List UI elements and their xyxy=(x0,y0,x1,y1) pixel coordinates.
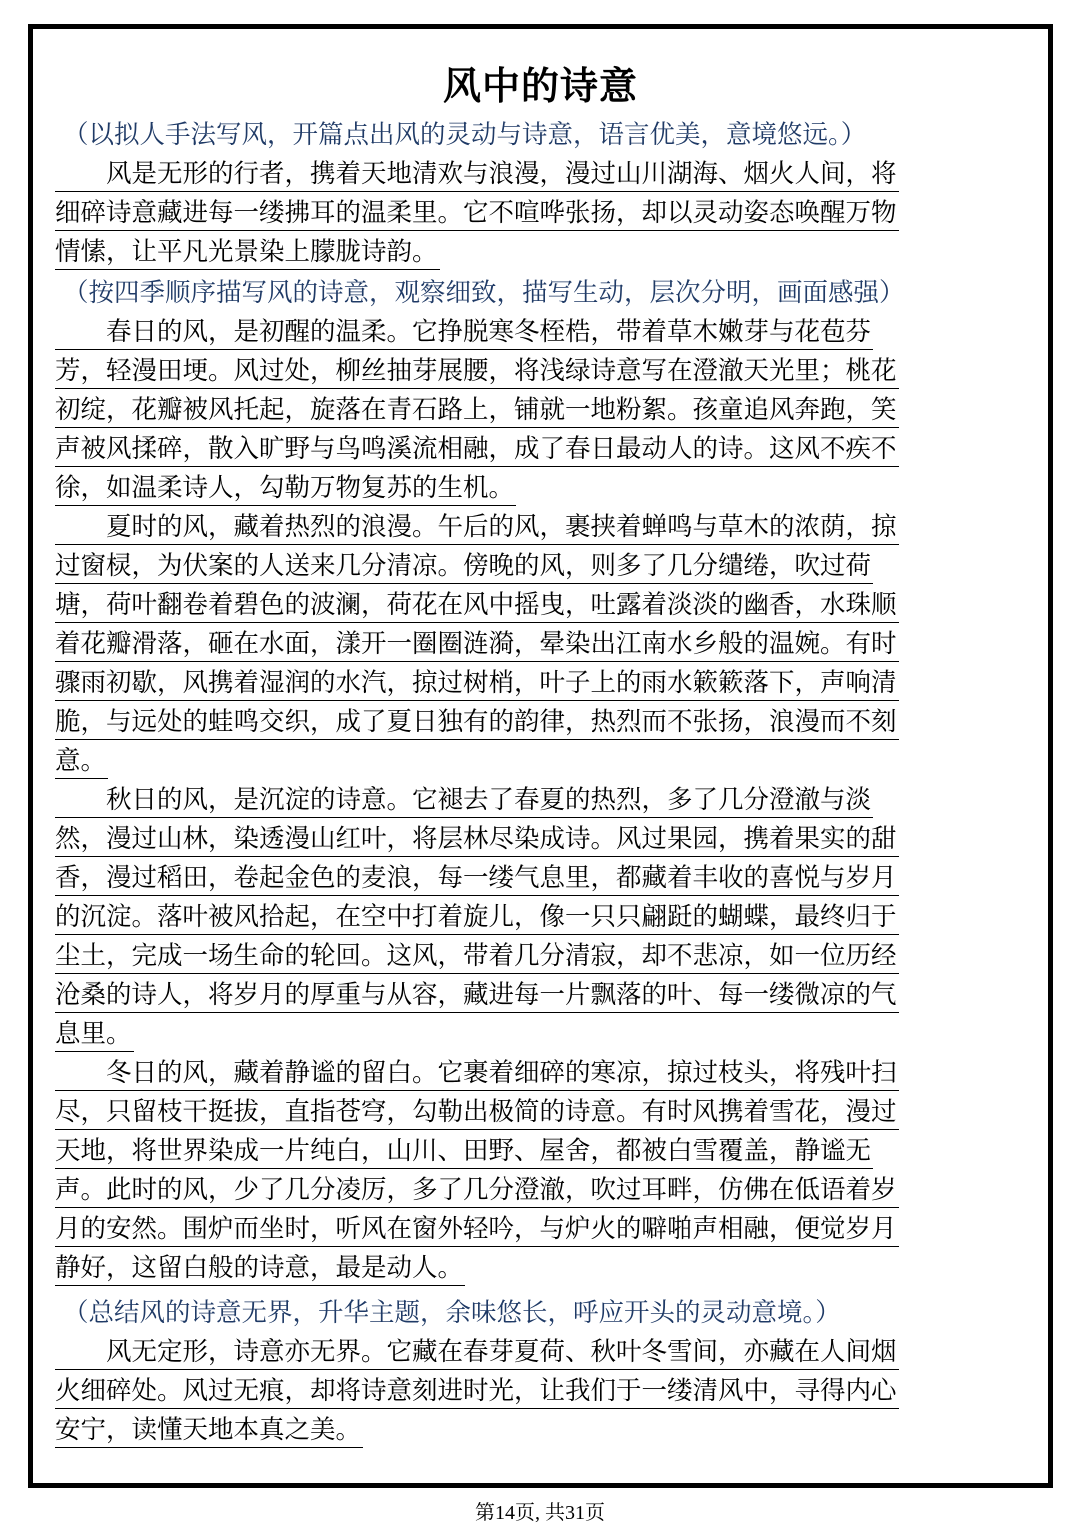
text-line: 初绽，花瓣被风托起，旋落在青石路上，铺就一地粉絮。孩童追风奔跑，笑 xyxy=(55,393,899,428)
text-line: 息里。 xyxy=(55,1017,134,1052)
text-line: 风无定形，诗意亦无界。它藏在春芽夏荷、秋叶冬雪间，亦藏在人间烟 xyxy=(55,1335,899,1370)
text-line: 声。此时的风，少了几分凌厉，多了几分澄澈，吹过耳畔，仿佛在低语着岁 xyxy=(55,1173,899,1208)
page-title: 风中的诗意 xyxy=(442,63,638,108)
text-line: 夏时的风，藏着热烈的浪漫。午后的风，裹挟着蝉鸣与草木的浓荫，掠 xyxy=(55,510,899,545)
text-line: 情愫，让平凡光景染上朦胧诗韵。 xyxy=(55,235,440,270)
text-line: 月的安然。围炉而坐时，听风在窗外轻吟，与炉火的噼啪声相融，便觉岁月 xyxy=(55,1212,899,1247)
text-line: 沧桑的诗人，将岁月的厚重与从容，藏进每一片飘落的叶、每一缕微凉的气 xyxy=(55,978,899,1013)
text-line: 声被风揉碎，散入旷野与鸟鸣溪流相融，成了春日最动人的诗。这风不疾不 xyxy=(55,432,899,467)
text-line: 着花瓣滑落，砸在水面，漾开一圈圈涟漪，晕染出江南水乡般的温婉。有时 xyxy=(55,627,899,662)
text-line: 冬日的风，藏着静谧的留白。它裹着细碎的寒凉，掠过枝头，将残叶扫 xyxy=(55,1056,899,1091)
text-line: 静好，这留白般的诗意，最是动人。 xyxy=(55,1251,465,1286)
annotation-note: （以拟人手法写风，开篇点出风的灵动与诗意，语言优美，意境悠远。） xyxy=(63,120,867,150)
text-line: 春日的风，是初醒的温柔。它挣脱寒冬桎梏，带着草木嫩芽与花苞芬 xyxy=(55,315,873,350)
text-line: 塘，荷叶翻卷着碧色的波澜，荷花在风中摇曳，吐露着淡淡的幽香，水珠顺 xyxy=(55,588,899,623)
text-line: 香，漫过稻田，卷起金色的麦浪，每一缕气息里，都藏着丰收的喜悦与岁月 xyxy=(55,861,899,896)
text-line: 脆，与远处的蛙鸣交织，成了夏日独有的韵律，热烈而不张扬，浪漫而不刻 xyxy=(55,705,899,740)
annotation-note: （总结风的诗意无界，升华主题，余味悠长，呼应开头的灵动意境。） xyxy=(63,1298,841,1328)
text-line: 尽，只留枝干挺拔，直指苍穹，勾勒出极简的诗意。有时风携着雪花，漫过 xyxy=(55,1095,899,1130)
page-number: 第14页, 共31页 xyxy=(475,1502,605,1524)
text-line: 徐，如温柔诗人，勾勒万物复苏的生机。 xyxy=(55,471,516,506)
text-line: 过窗棂，为伏案的人送来几分清凉。傍晚的风，则多了几分缱绻，吹过荷 xyxy=(55,549,873,584)
text-line: 意。 xyxy=(55,744,108,779)
text-line: 芳，轻漫田埂。风过处，柳丝抽芽展腰，将浅绿诗意写在澄澈天光里；桃花 xyxy=(55,354,899,389)
text-line: 然，漫过山林，染透漫山红叶，将层林尽染成诗。风过果园，携着果实的甜 xyxy=(55,822,899,857)
text-line: 秋日的风，是沉淀的诗意。它褪去了春夏的热烈，多了几分澄澈与淡 xyxy=(55,783,873,818)
text-line: 天地，将世界染成一片纯白，山川、田野、屋舍，都被白雪覆盖，静谧无 xyxy=(55,1134,873,1169)
text-line: 的沉淀。落叶被风拾起，在空中打着旋儿，像一只只翩跹的蝴蝶，最终归于 xyxy=(55,900,899,935)
text-line: 骤雨初歇，风携着湿润的水汽，掠过树梢，叶子上的雨水簌簌落下，声响清 xyxy=(55,666,899,701)
page-frame xyxy=(28,24,1053,1488)
annotation-note: （按四季顺序描写风的诗意，观察细致，描写生动，层次分明，画面感强） xyxy=(63,278,905,308)
text-line: 细碎诗意藏进每一缕拂耳的温柔里。它不喧哗张扬，却以灵动姿态唤醒万物 xyxy=(55,196,899,231)
text-line: 尘土，完成一场生命的轮回。这风，带着几分清寂，却不悲凉，如一位历经 xyxy=(55,939,899,974)
text-line: 风是无形的行者，携着天地清欢与浪漫，漫过山川湖海、烟火人间，将 xyxy=(55,157,899,192)
text-line: 火细碎处。风过无痕，却将诗意刻进时光，让我们于一缕清风中，寻得内心 xyxy=(55,1374,899,1409)
text-line: 安宁，读懂天地本真之美。 xyxy=(55,1413,363,1448)
